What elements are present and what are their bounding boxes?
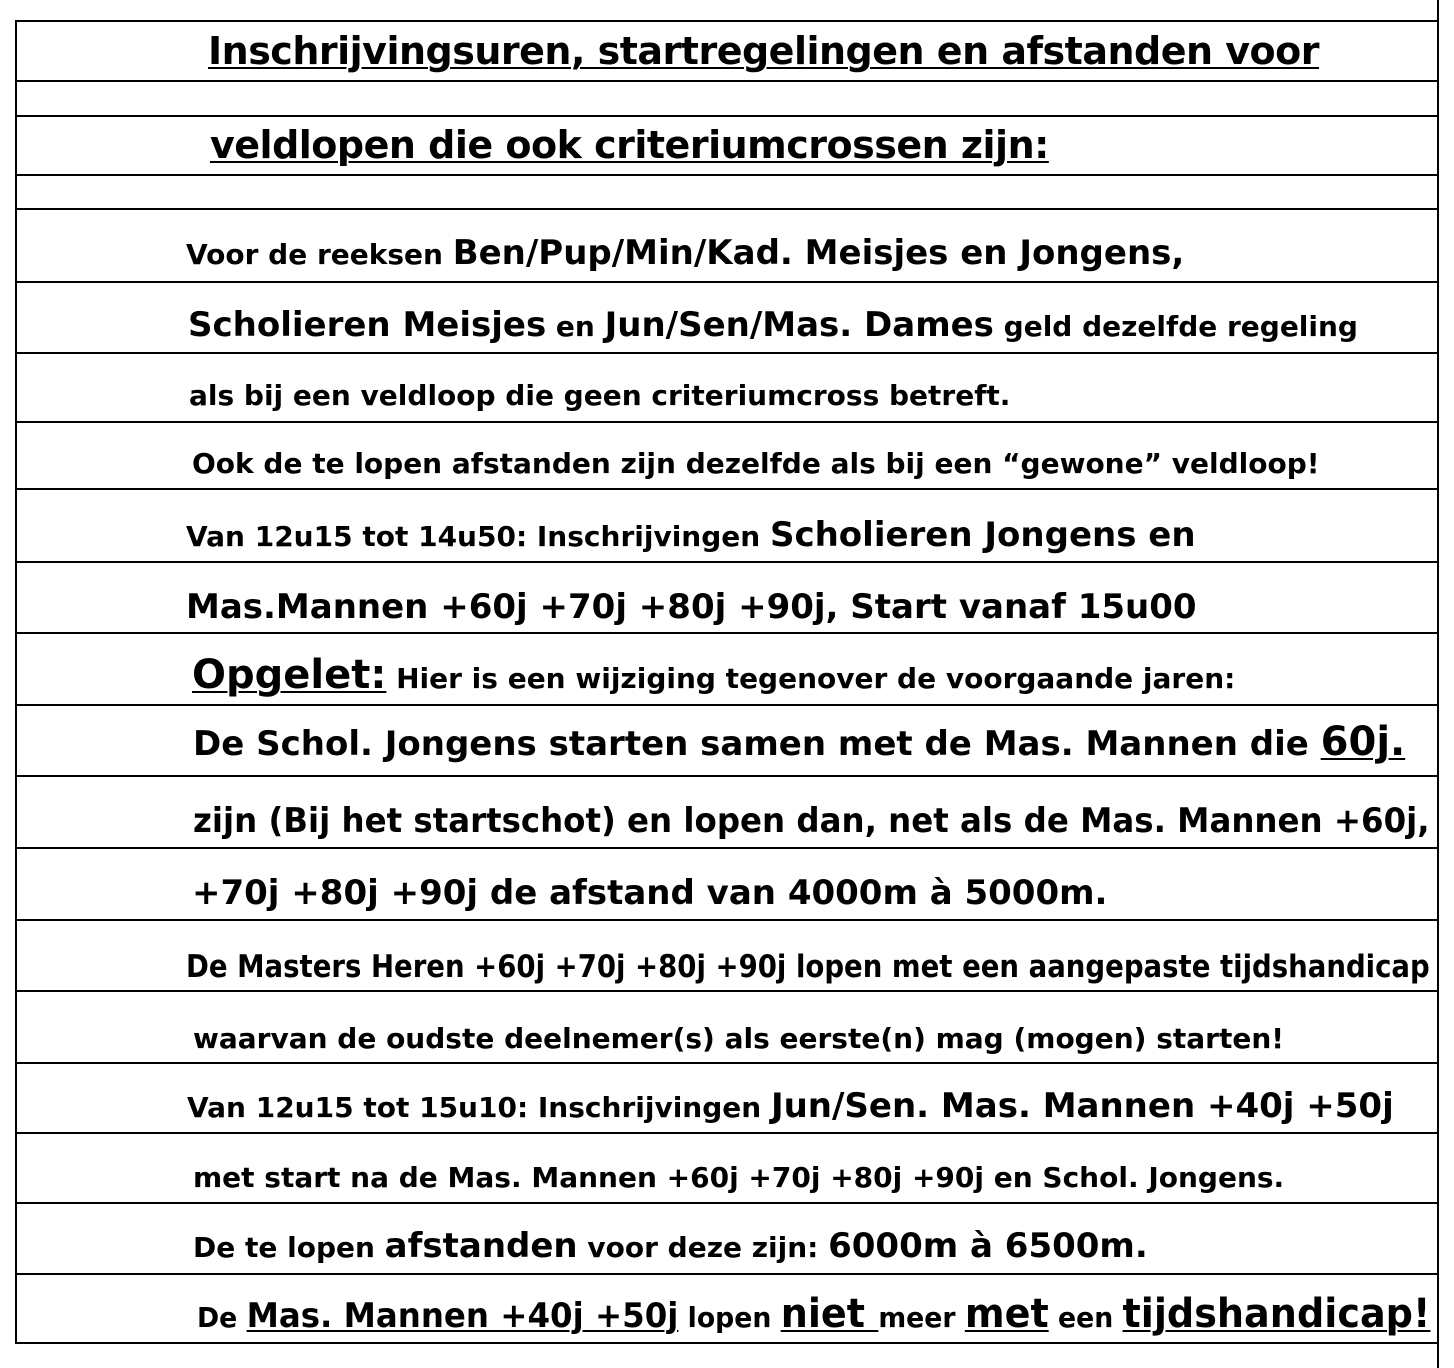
rule bbox=[15, 421, 1439, 423]
text-segment-underlined: tijdshandicap! bbox=[1122, 1291, 1431, 1337]
text-line-11: De Masters Heren +60j +70j +80j +90j lopen met een aangepaste tijdshandicap bbox=[186, 949, 1430, 985]
rule bbox=[15, 20, 1439, 22]
text-line-6: Mas.Mannen +60j +70j +80j +90j, Start vanaf 15u00 bbox=[186, 587, 1197, 627]
text-segment: meer bbox=[878, 1301, 965, 1334]
title-line-2: veldlopen die ook criteriumcrossen zijn: bbox=[210, 123, 1049, 167]
rule bbox=[15, 174, 1439, 176]
rule bbox=[15, 1132, 1439, 1134]
text-segment: voor deze zijn: bbox=[577, 1231, 829, 1264]
text-segment-emphasis: 60j. bbox=[1320, 719, 1406, 765]
rule bbox=[15, 632, 1439, 634]
text-line-4: Ook de te lopen afstanden zijn dezelfde als bij een “gewone” veldloop! bbox=[192, 447, 1320, 480]
rule bbox=[15, 488, 1439, 490]
rule bbox=[15, 1062, 1439, 1064]
text-segment-underlined: niet bbox=[780, 1291, 879, 1337]
text-segment: Scholieren Jongens en bbox=[769, 515, 1196, 555]
text-segment: en bbox=[546, 310, 605, 343]
text-segment: Van 12u15 tot 14u50: Inschrijvingen bbox=[186, 520, 770, 553]
text-segment: Scholieren Meisjes bbox=[188, 305, 547, 345]
rule bbox=[15, 1273, 1439, 1275]
table-border-right bbox=[1437, 0, 1439, 1368]
text-line-16 bbox=[197, 1291, 1431, 1337]
rule bbox=[15, 704, 1439, 706]
text-line-10: +70j +80j +90j de afstand van 4000m à 5000m. bbox=[192, 873, 1108, 913]
text-segment-underlined: Mas. Mannen +40j +50j bbox=[246, 1296, 679, 1336]
rule bbox=[15, 115, 1439, 117]
text-segment: lopen bbox=[678, 1301, 781, 1334]
text-line-5 bbox=[186, 515, 1196, 555]
text-line-12: waarvan de oudste deelnemer(s) als eerste(n) mag (mogen) starten! bbox=[193, 1022, 1285, 1055]
text-segment: De te lopen bbox=[193, 1231, 385, 1264]
text-segment: De Schol. Jongens starten samen met de Mas. Mannen die bbox=[193, 724, 1321, 764]
text-segment: Jun/Sen/Mas. Dames bbox=[604, 305, 994, 345]
text-line-3: als bij een veldloop die geen criteriumcross betreft. bbox=[189, 379, 1011, 412]
text-line-13 bbox=[187, 1086, 1394, 1126]
text-segment: Van 12u15 tot 15u10: Inschrijvingen bbox=[187, 1091, 771, 1124]
text-segment: Hier is een wijziging tegenover de voorgaande jaren: bbox=[386, 662, 1236, 695]
text-line-15 bbox=[193, 1226, 1148, 1266]
text-line-2 bbox=[188, 305, 1358, 345]
text-segment-underlined: met bbox=[964, 1291, 1049, 1337]
opgelet-label: Opgelet: bbox=[192, 652, 387, 698]
rule bbox=[15, 775, 1439, 777]
text-line-9: zijn (Bij het startschot) en lopen dan, net als de Mas. Mannen +60j, bbox=[193, 801, 1430, 841]
text-segment: De bbox=[197, 1301, 247, 1334]
text-segment: 6000m à 6500m. bbox=[828, 1226, 1148, 1266]
rule bbox=[15, 919, 1439, 921]
rule bbox=[15, 208, 1439, 210]
rule bbox=[15, 80, 1439, 82]
text-segment: geld dezelfde regeling bbox=[993, 310, 1358, 343]
rule bbox=[15, 990, 1439, 992]
text-segment: Voor de reeksen bbox=[186, 238, 453, 271]
rule bbox=[15, 281, 1439, 283]
text-line-1 bbox=[186, 233, 1185, 273]
text-segment: afstanden bbox=[384, 1226, 578, 1266]
text-segment: Ben/Pup/Min/Kad. Meisjes en Jongens, bbox=[452, 233, 1185, 273]
text-segment: Jun/Sen. Mas. Mannen +40j +50j bbox=[770, 1086, 1394, 1126]
rule bbox=[15, 1202, 1439, 1204]
text-line-14: met start na de Mas. Mannen +60j +70j +80j +90j en Schol. Jongens. bbox=[193, 1161, 1285, 1194]
text-line-8 bbox=[193, 719, 1406, 765]
rule bbox=[15, 561, 1439, 563]
text-segment: een bbox=[1048, 1301, 1123, 1334]
rule bbox=[15, 847, 1439, 849]
title-line-1: Inschrijvingsuren, startregelingen en afstanden voor bbox=[208, 29, 1319, 73]
rule bbox=[15, 352, 1439, 354]
table-border-left bbox=[15, 20, 17, 1344]
rule bbox=[15, 1342, 1439, 1344]
text-line-7 bbox=[192, 652, 1236, 698]
